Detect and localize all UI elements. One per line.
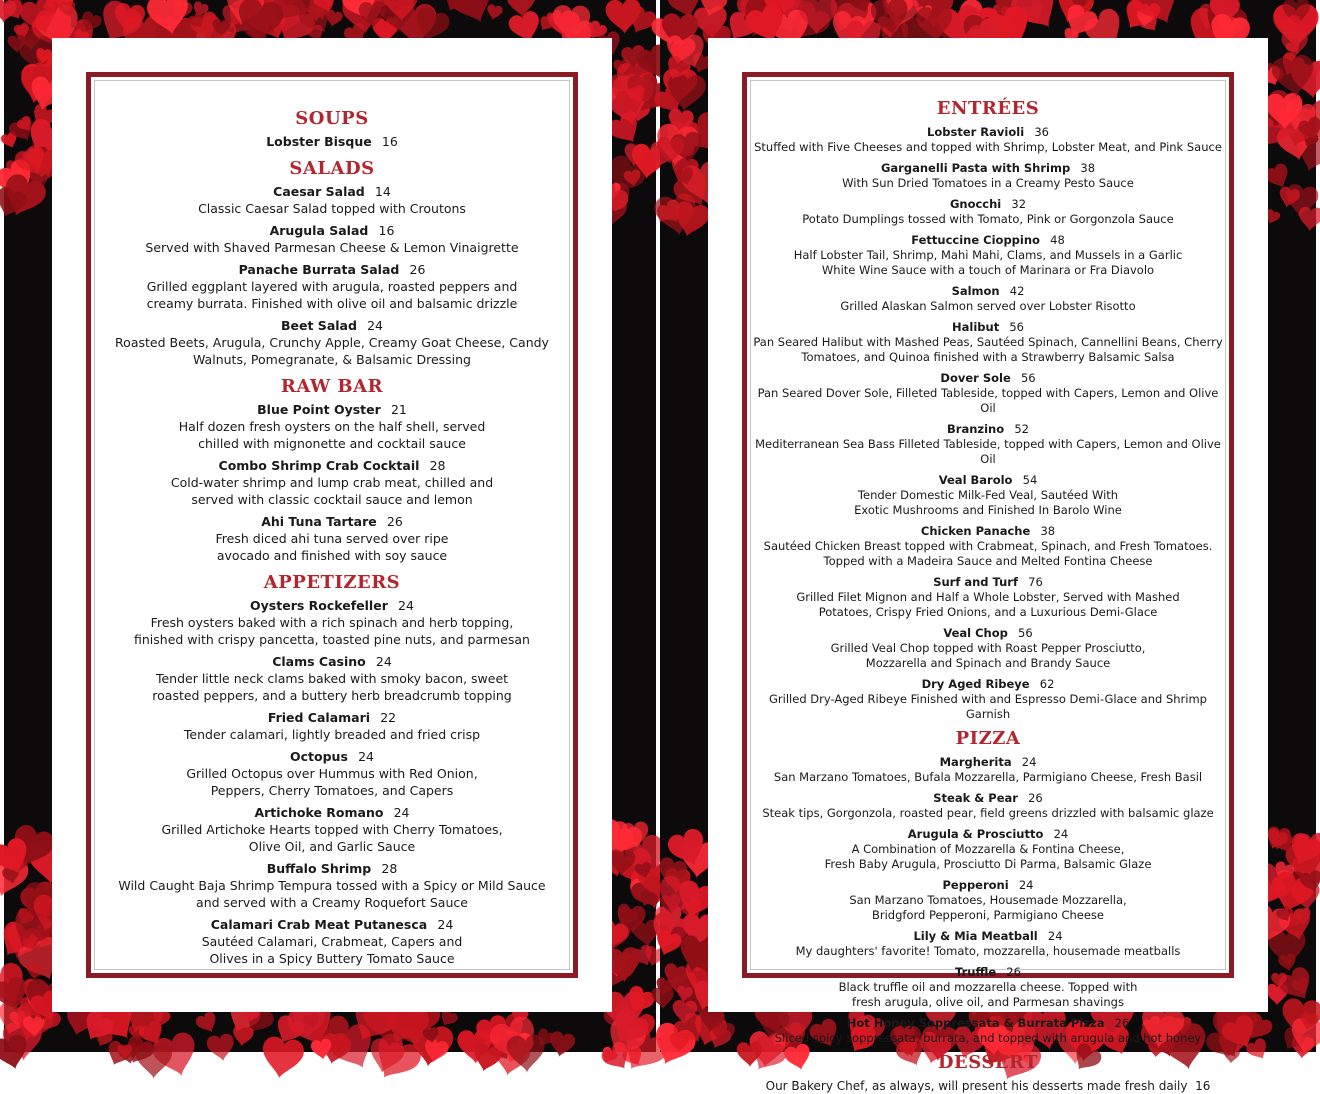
menu-item-name: Pepperoni [942,878,1009,892]
menu-item-description: Grilled Alaskan Salmon served over Lobster Risotto [840,299,1136,313]
menu-item-name: Ahi Tuna Tartare [261,514,377,529]
menu-item-name: Chicken Panache [920,524,1031,538]
menu-item-header [94,131,570,150]
menu-item [750,229,1226,278]
menu-item-name: Buffalo Shrimp [266,861,372,876]
menu-item-name: Gnocchi [949,197,1002,211]
menu-item-price: 24 [1021,755,1037,769]
section-title: RAW BAR [280,376,384,397]
menu-item-description: Half dozen fresh oysters on the half shell, served chilled with mignonette and cocktail sauce [178,419,486,451]
menu-item [750,520,1226,569]
menu-item-name: Octopus [290,749,348,764]
heart-decoration [0,0,17,24]
menu-item-description: Pan Seared Halibut with Mashed Peas, Sautéed Spinach, Cannellini Beans, Cherry Tomatoes, and Quinoa finished with a Strawberry Balsamic Salsa [753,335,1223,364]
menu-item-name: Garganelli Pasta with Shrimp [880,161,1071,175]
menu-item [750,121,1226,155]
menu-item-header [94,181,570,200]
menu-item-description: Grilled Veal Chop topped with Roast Pepper Prosciutto, Mozzarella and Spinach and Brandy Sauce [830,641,1146,670]
menu-item-price: 24 [358,749,374,764]
menu-item-name: Fried Calamari [267,710,371,725]
menu-item-price: 24 [398,598,414,613]
heart-decoration [26,964,43,981]
menu-item [94,399,570,452]
menu-item-description: Grilled Filet Mignon and Half a Whole Lobster, Served with Mashed Potatoes, Crispy Fried Onions, and a Luxurious Demi-Glace [796,590,1180,619]
menu-item-price: 26 [386,514,403,529]
menu-item-price: 38 [1080,161,1096,175]
right-menu-card [708,38,1268,1093]
menu-item-price: 24 [1018,878,1034,892]
menu-item-name: Panache Burrata Salad [238,262,400,277]
menu-item [94,746,570,799]
menu-item-header [750,925,1226,944]
section-title: PIZZA [955,728,1021,749]
menu-item [94,315,570,368]
menu-item-price: 14 [374,184,391,199]
menu-item-price: 28 [381,861,398,876]
menu-item [94,455,570,508]
menu-item-header [750,673,1226,692]
menu-item [94,651,570,704]
menu-item-price: 24 [367,318,383,333]
menu-item-name: Caesar Salad [273,184,365,199]
menu-item [750,673,1226,722]
menu-item-description: Stuffed with Five Cheeses and topped with Shrimp, Lobster Meat, and Pink Sauce [754,140,1222,154]
menu-item-price: 24 [1053,827,1069,841]
menu-item [94,181,570,217]
menu-item-name: Artichoke Romano [254,805,384,820]
menu-item-header [94,511,570,530]
section-title: ENTRÉES [936,98,1040,119]
menu-item-price: 54 [1022,473,1038,487]
menu-item-price: 32 [1011,197,1027,211]
menu-item-name: Lobster Ravioli [927,125,1025,139]
menu-item-description: Grilled Octopus over Hummus with Red Onion, Peppers, Cherry Tomatoes, and Capers [186,766,478,798]
menu-item [750,1012,1226,1046]
menu-item [94,802,570,855]
left-menu-content [94,108,570,970]
menu-item-description: Grilled Dry-Aged Ribeye Finished with and Espresso Demi-Glace and Shrimp Garnish [769,692,1207,721]
menu-item-header [750,367,1226,386]
menu-item-price: 26 [409,262,426,277]
menu-item-header [750,418,1226,437]
menu-item-header [750,571,1226,590]
menu-item-header [94,707,570,726]
menu-item-price: 48 [1050,233,1065,247]
menu-item-price: 76 [1028,575,1043,589]
menu-item-name: Steak & Pear [933,791,1018,805]
menu-item-price: 26 [1006,965,1021,979]
heart-decoration [206,1033,237,1064]
menu-item-description: Potato Dumplings tossed with Tomato, Pink or Gorgonzola Sauce [802,212,1174,226]
menu-item [94,220,570,256]
menu-item-header [94,746,570,765]
menu-item [750,823,1226,872]
menu-item-header [750,823,1226,842]
menu-item-price: 24 [393,805,410,820]
menu-item-header [94,595,570,614]
menu-item [750,571,1226,620]
menu-item-description: Tender Domestic Milk-Fed Veal, Sautéed With Exotic Mushrooms and Finished In Barolo Wine [854,488,1122,517]
menu-item-price: 56 [1018,626,1033,640]
menu-item-price: 28 [429,458,446,473]
menu-item-header [94,315,570,334]
menu-item-header [94,802,570,821]
right-menu-content [750,98,1226,1094]
menu-item-name: Surf and Turf [933,575,1018,589]
heart-decoration [259,1035,306,1082]
menu-item-price: 38 [1040,524,1056,538]
menu-item-price: 26 [1114,1016,1130,1030]
menu-item-description: Pan Seared Dover Sole, Filleted Tableside, topped with Capers, Lemon and Olive Oil [757,386,1219,415]
menu-item-price: 56 [1009,320,1024,334]
menu-item-name: Calamari Crab Meat Putanesca [210,917,428,932]
menu-item-description: Grilled eggplant layered with arugula, roasted peppers and creamy burrata. Finished with olive oil and balsamic drizzle [146,279,518,311]
menu-item-header [750,193,1226,212]
menu-item-description: My daughters' favorite! Tomato, mozzarella, housemade meatballs [795,944,1181,958]
menu-item-price: 26 [1028,791,1043,805]
menu-item-name: Fettuccine Cioppino [911,233,1040,247]
menu-item [94,259,570,312]
menu-item [750,469,1226,518]
menu-item [94,707,570,743]
menu-item-description: Sliced spicy soppressata, burrata, and topped with arugula and hot honey [774,1031,1202,1045]
menu-item-price: 24 [375,654,392,669]
menu-item-name: Veal Chop [943,626,1008,640]
section-title: SALADS [289,158,375,179]
menu-item-description: Tender calamari, lightly breaded and fried crisp [183,727,481,742]
menu-item-description: Fresh diced ahi tuna served over ripe avocado and finished with soy sauce [215,531,449,563]
menu-item-name: Dover Sole [940,371,1011,385]
menu-item-description: With Sun Dried Tomatoes in a Creamy Pesto Sauce [842,176,1134,190]
menu-item-description: San Marzano Tomatoes, Housemade Mozzarella, Bridgford Pepperoni, Parmigiano Cheese [849,893,1127,922]
heart-decoration [1297,206,1320,232]
menu-item-name: Lily & Mia Meatball [913,929,1038,943]
menu-item-price: 22 [380,710,397,725]
menu-item [750,787,1226,821]
menu-item-description: Tender little neck clams baked with smoky bacon, sweet roasted peppers, and a buttery herb breadcrumb topping [152,671,512,703]
menu-item-description: Black truffle oil and mozzarella cheese. Topped with fresh arugula, olive oil, and Parmesan shavings [838,980,1138,1009]
menu-item-price: 42 [1009,284,1025,298]
menu-item-price: 16 [378,223,395,238]
section-title: SOUPS [295,108,369,129]
menu-item [94,858,570,911]
left-menu-page [4,0,656,1052]
menu-item-description: Cold-water shrimp and lump crab meat, chilled and served with classic cocktail sauce and lemon [170,475,494,507]
menu-item-name: Beet Salad [281,318,357,333]
menu-item-header [750,622,1226,641]
menu-item-name: Branzino [947,422,1005,436]
menu-item [750,622,1226,671]
menu-item-description: Roasted Beets, Arugula, Crunchy Apple, Creamy Goat Cheese, Candy Walnuts, Pomegranate, & Balsamic Dressing [115,335,549,367]
menu-item-description: Classic Caesar Salad topped with Croutons [198,201,466,216]
menu-item-header [94,259,570,278]
menu-item-header [750,874,1226,893]
menu-item-header [94,455,570,474]
menu-item [94,595,570,648]
menu-item [750,418,1226,467]
menu-item-header [750,157,1226,176]
menu-item [750,157,1226,191]
menu-item-header [750,316,1226,335]
menu-item-description: Served with Shaved Parmesan Cheese & Lemon Vinaigrette [145,240,519,255]
menu-item-description: Sautéed Calamari, Crabmeat, Capers and Olives in a Spicy Buttery Tomato Sauce [201,934,463,966]
heart-decoration [194,1010,221,1037]
dessert-note [750,1078,1226,1094]
menu-item-price: 16 [381,134,398,149]
menu-item-description: Wild Caught Baja Shrimp Tempura tossed with a Spicy or Mild Sauce and served with a Creamy Roquefort Sauce [118,878,546,910]
menu-item [750,280,1226,314]
menu-item [750,961,1226,1010]
menu-item [94,511,570,564]
menu-item [750,316,1226,365]
menu-item-description: Grilled Artichoke Hearts topped with Cherry Tomatoes, Olive Oil, and Garlic Sauce [161,822,503,854]
menu-item-name: Arugula Salad [269,223,369,238]
menu-item-price: 24 [1047,929,1063,943]
menu-item-header [94,399,570,418]
menu-item-name: Arugula & Prosciutto [907,827,1044,841]
menu-item [750,925,1226,959]
left-menu-card [52,38,612,1012]
menu-item-description: Half Lobster Tail, Shrimp, Mahi Mahi, Clams, and Mussels in a Garlic White Wine Sauce with a touch of Marinara or Fra Diavolo [793,248,1183,277]
section-title: APPETIZERS [263,572,401,593]
menu-item-name: Hot Honey Soppressata & Burrata Pizza [846,1016,1105,1030]
heart-decoration [485,3,503,21]
menu-item-header [750,229,1226,248]
menu-item [750,751,1226,785]
menu-item-description: Fresh oysters baked with a rich spinach and herb topping, finished with crispy pancetta, toasted pine nuts, and parmesan [134,615,530,647]
menu-item-header [750,121,1226,140]
menu-item-header [750,961,1226,980]
menu-item-name: Clams Casino [272,654,366,669]
menu-item [750,874,1226,923]
menu-item-header [750,751,1226,770]
menu-item-name: Margherita [939,755,1012,769]
menu-item-name: Truffle [955,965,997,979]
menu-item-description: Sautéed Chicken Breast topped with Crabmeat, Spinach, and Fresh Tomatoes. Topped with a Madeira Sauce and Melted Fontina Cheese [763,539,1213,568]
menu-item-name: Lobster Bisque [266,134,372,149]
menu-item-header [94,220,570,239]
menu-item [750,367,1226,416]
menu-item-name: Halibut [952,320,1000,334]
right-menu-page [660,0,1316,1093]
menu-item [750,193,1226,227]
menu-item-header [750,469,1226,488]
menu-item-name: Combo Shrimp Crab Cocktail [218,458,420,473]
menu-item-header [750,280,1226,299]
section-title: DESSERT [937,1052,1039,1073]
menu-item-name: Oysters Rockefeller [250,598,388,613]
menu-item-description: Steak tips, Gorgonzola, roasted pear, field greens drizzled with balsamic glaze [762,806,1214,820]
menu-item-header [94,651,570,670]
menu-item-name: Blue Point Oyster [257,402,381,417]
menu-item-name: Dry Aged Ribeye [921,677,1030,691]
menu-item-header [94,858,570,877]
dessert-price: 16 [1195,1079,1211,1093]
menu-item [94,914,570,967]
menu-item-header [94,914,570,933]
heart-decoration [231,1025,254,1048]
menu-item-price: 24 [437,917,454,932]
menu-item-header [750,520,1226,539]
menu-item-header [750,787,1226,806]
menu-item-description: Mediterranean Sea Bass Filleted Tableside, topped with Capers, Lemon and Olive Oil [755,437,1221,466]
menu-item-description: San Marzano Tomatoes, Bufala Mozzarella, Parmigiano Cheese, Fresh Basil [773,770,1203,784]
menu-item-name: Salmon [951,284,1000,298]
menu-item-price: 21 [390,402,407,417]
menu-item-header [750,1012,1226,1031]
menu-item-price: 56 [1020,371,1036,385]
menu-item-price: 52 [1014,422,1029,436]
menu-item-price: 62 [1039,677,1055,691]
menu-item [94,131,570,150]
menu-item-description: A Combination of Mozzarella & Fontina Cheese, Fresh Baby Arugula, Prosciutto Di Parma, Balsamic Glaze [824,842,1152,871]
dessert-note-text: Our Bakery Chef, as always, will present his desserts made fresh daily [765,1079,1188,1093]
menu-item-name: Veal Barolo [938,473,1013,487]
menu-item-price: 36 [1034,125,1049,139]
